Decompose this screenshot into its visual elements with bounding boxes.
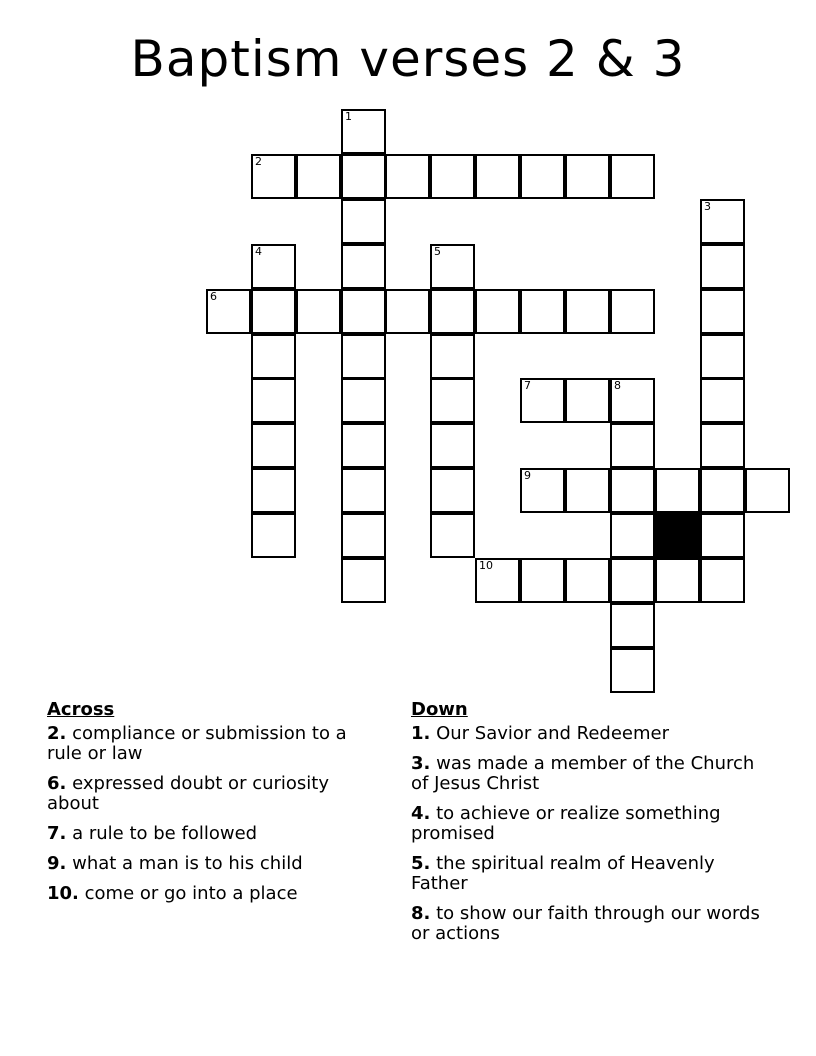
grid-cell[interactable] xyxy=(565,558,610,603)
grid-cell[interactable] xyxy=(341,558,386,603)
grid-cell[interactable] xyxy=(251,513,296,558)
clue-number-label: 10 xyxy=(479,559,493,572)
clue-down-8 xyxy=(411,904,761,944)
grid-cell[interactable] xyxy=(565,468,610,513)
clue-number: 9. xyxy=(47,853,67,874)
grid-cell[interactable] xyxy=(700,468,745,513)
clue-number-label: 1 xyxy=(345,110,352,123)
clue-number-label: 4 xyxy=(255,245,262,258)
clue-across-2 xyxy=(47,724,377,764)
grid-cell[interactable] xyxy=(341,423,386,468)
clue-number-label: 9 xyxy=(524,469,531,482)
grid-cell[interactable] xyxy=(700,289,745,334)
grid-cell[interactable] xyxy=(341,199,386,244)
grid-cell[interactable] xyxy=(475,289,520,334)
grid-cell[interactable] xyxy=(610,154,655,199)
grid-cell[interactable] xyxy=(341,468,386,513)
grid-cell[interactable] xyxy=(251,378,296,423)
grid-cell[interactable] xyxy=(206,289,251,334)
clue-down-4 xyxy=(411,804,761,844)
clue-text: Our Savior and Redeemer xyxy=(436,723,669,744)
puzzle-title: Baptism verses 2 & 3 xyxy=(130,30,686,88)
grid-cell[interactable] xyxy=(700,199,745,244)
across-clues xyxy=(47,700,377,914)
grid-cell[interactable] xyxy=(341,244,386,289)
clue-text: a rule to be followed xyxy=(72,823,258,844)
grid-cell[interactable] xyxy=(565,154,610,199)
grid-cell[interactable] xyxy=(385,154,430,199)
grid-cell[interactable] xyxy=(251,468,296,513)
grid-cell[interactable] xyxy=(475,558,520,603)
grid-cell[interactable] xyxy=(520,378,565,423)
grid-cell[interactable] xyxy=(296,154,341,199)
grid-cell[interactable] xyxy=(610,603,655,648)
clue-number: 6. xyxy=(47,773,67,794)
clue-down-5 xyxy=(411,854,761,894)
across-heading: Across xyxy=(47,699,115,720)
clue-across-7 xyxy=(47,824,377,844)
grid-cell[interactable] xyxy=(251,423,296,468)
grid-cell[interactable] xyxy=(296,289,341,334)
grid-cell[interactable] xyxy=(700,558,745,603)
clue-text: compliance or submission to a rule or law xyxy=(47,723,347,764)
clue-number: 3. xyxy=(411,753,431,774)
grid-cell[interactable] xyxy=(251,244,296,289)
clue-number-label: 8 xyxy=(614,379,621,392)
clue-number-label: 2 xyxy=(255,155,262,168)
grid-cell[interactable] xyxy=(745,468,790,513)
grid-cell[interactable] xyxy=(430,289,475,334)
clue-number: 8. xyxy=(411,903,431,924)
grid-cell[interactable] xyxy=(610,289,655,334)
grid-cell[interactable] xyxy=(610,513,655,558)
clue-number-label: 7 xyxy=(524,379,531,392)
grid-cell[interactable] xyxy=(251,154,296,199)
grid-cell[interactable] xyxy=(655,468,700,513)
clue-number: 5. xyxy=(411,853,431,874)
clue-text: expressed doubt or curiosity about xyxy=(47,773,329,814)
grid-cell[interactable] xyxy=(341,289,386,334)
clue-text: what a man is to his child xyxy=(72,853,303,874)
grid-cell[interactable] xyxy=(430,513,475,558)
clue-across-10 xyxy=(47,884,377,904)
clue-number-label: 5 xyxy=(434,245,441,258)
grid-cell[interactable] xyxy=(430,378,475,423)
grid-cell[interactable] xyxy=(430,468,475,513)
clue-across-6 xyxy=(47,774,377,814)
clue-across-9 xyxy=(47,854,377,874)
grid-cell[interactable] xyxy=(520,468,565,513)
clue-number: 1. xyxy=(411,723,431,744)
grid-cell[interactable] xyxy=(700,378,745,423)
clue-number-label: 6 xyxy=(210,290,217,303)
down-heading: Down xyxy=(411,699,468,720)
clue-down-3 xyxy=(411,754,761,794)
grid-cell[interactable] xyxy=(610,558,655,603)
grid-cell[interactable] xyxy=(520,289,565,334)
grid-cell[interactable] xyxy=(520,154,565,199)
clue-text: the spiritual realm of Heavenly Father xyxy=(411,853,715,894)
grid-cell[interactable] xyxy=(610,423,655,468)
grid-cell[interactable] xyxy=(565,378,610,423)
grid-cell[interactable] xyxy=(251,289,296,334)
grid-cell[interactable] xyxy=(430,244,475,289)
black-square xyxy=(655,513,700,558)
grid-cell[interactable] xyxy=(565,289,610,334)
grid-cell[interactable] xyxy=(700,334,745,379)
clue-number: 4. xyxy=(411,803,431,824)
grid-cell[interactable] xyxy=(251,334,296,379)
grid-cell[interactable] xyxy=(475,154,520,199)
clue-down-1 xyxy=(411,724,761,744)
grid-cell[interactable] xyxy=(430,154,475,199)
clue-text: come or go into a place xyxy=(84,883,298,904)
clue-number: 10. xyxy=(47,883,79,904)
grid-cell[interactable] xyxy=(341,513,386,558)
grid-cell[interactable] xyxy=(610,648,655,693)
grid-cell[interactable] xyxy=(341,109,386,154)
grid-cell[interactable] xyxy=(610,378,655,423)
grid-cell[interactable] xyxy=(341,378,386,423)
grid-cell[interactable] xyxy=(700,513,745,558)
down-clues xyxy=(411,700,761,954)
grid-cell[interactable] xyxy=(341,334,386,379)
grid-cell[interactable] xyxy=(520,558,565,603)
clue-number: 2. xyxy=(47,723,67,744)
grid-cell[interactable] xyxy=(700,423,745,468)
grid-cell[interactable] xyxy=(655,558,700,603)
grid-cell[interactable] xyxy=(430,334,475,379)
grid-cell[interactable] xyxy=(610,468,655,513)
grid-cell[interactable] xyxy=(700,244,745,289)
clue-number-label: 3 xyxy=(704,200,711,213)
grid-cell[interactable] xyxy=(341,154,386,199)
grid-cell[interactable] xyxy=(385,289,430,334)
clue-text: to show our faith through our words or actions xyxy=(411,903,760,944)
grid-cell[interactable] xyxy=(430,423,475,468)
clue-number: 7. xyxy=(47,823,67,844)
clue-text: to achieve or realize something promised xyxy=(411,803,721,844)
clue-text: was made a member of the Church of Jesus Christ xyxy=(411,753,755,794)
